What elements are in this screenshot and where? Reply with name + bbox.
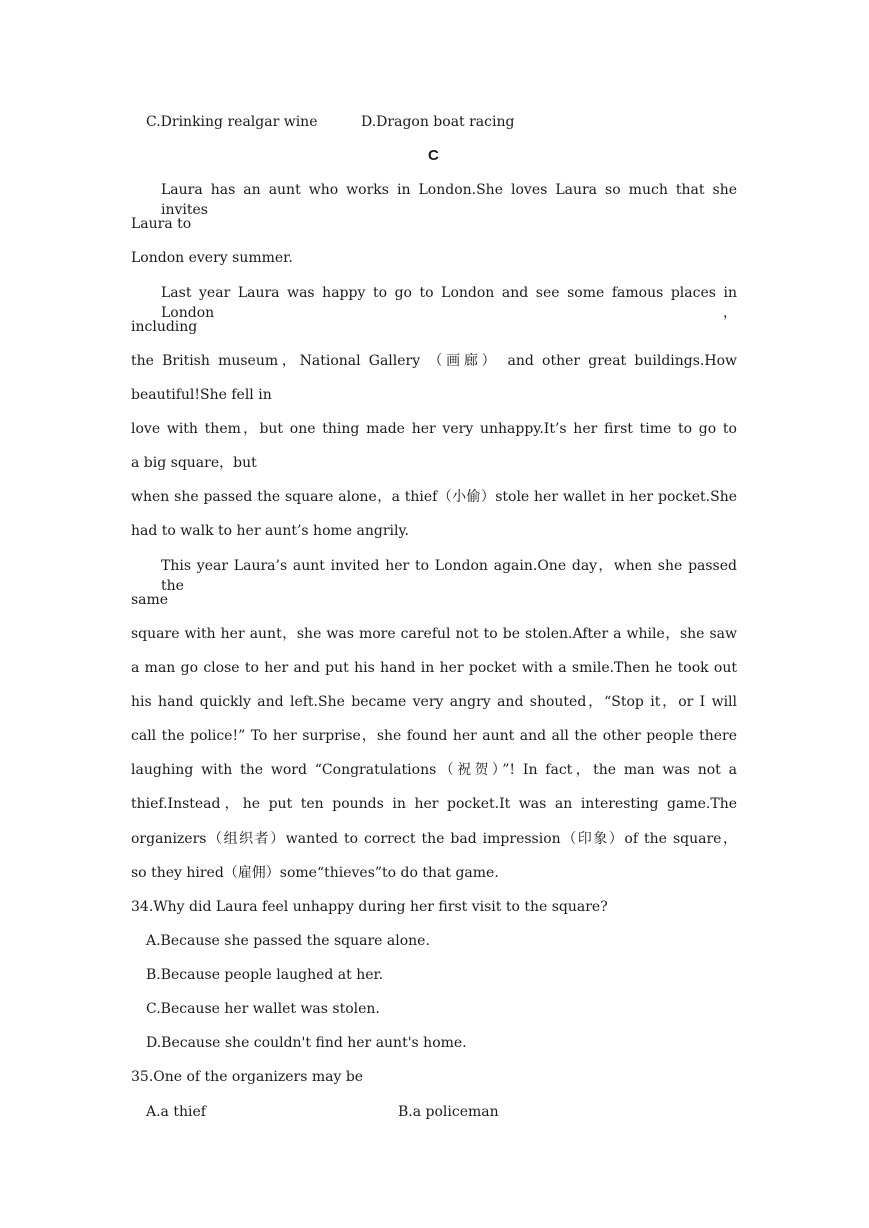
passage-line: when she passed the square alone，a thief（小偷）stole her wallet in her pocket.She xyxy=(131,489,737,505)
question-34-option-d: D.Because she couldn't find her aunt's home. xyxy=(146,1035,467,1051)
passage-line: This year Laura’s aunt invited her to London again.One day，when she passed the xyxy=(161,558,737,594)
passage-line: love with them，but one thing made her very unhappy.It’s her first time to go to xyxy=(131,421,737,437)
passage-line: thief.Instead，he put ten pounds in her pocket.It was an interesting game.The xyxy=(131,796,737,812)
passage-line: Laura has an aunt who works in London.She loves Laura so much that she invites xyxy=(161,182,737,218)
prev-option-d: D.Dragon boat racing xyxy=(361,114,515,130)
question-34-option-c: C.Because her wallet was stolen. xyxy=(146,1001,380,1017)
passage-line: square with her aunt，she was more careful not to be stolen.After a while，she saw xyxy=(131,626,737,642)
question-35-stem: 35.One of the organizers may be xyxy=(131,1069,364,1085)
passage-line: had to walk to her aunt’s home angrily. xyxy=(131,523,409,539)
section-heading: C xyxy=(428,147,439,164)
passage-line: Last year Laura was happy to go to London and see some famous places in London， xyxy=(161,285,737,321)
question-34-option-b: B.Because people laughed at her. xyxy=(146,967,384,983)
passage-line: the British museum，National Gallery （画廊） and other great buildings.How xyxy=(131,353,737,369)
passage-line: including xyxy=(131,319,198,335)
passage-line: a big square，but xyxy=(131,455,257,471)
question-35-option-a: A.a thief xyxy=(146,1104,206,1120)
passage-line: London every summer. xyxy=(131,250,293,266)
passage-line: a man go close to her and put his hand in her pocket with a smile.Then he took out xyxy=(131,660,737,676)
passage-line: Laura to xyxy=(131,216,192,232)
prev-option-c: C.Drinking realgar wine xyxy=(146,114,318,130)
question-35-option-b: B.a policeman xyxy=(398,1104,499,1120)
passage-line: his hand quickly and left.She became very angry and shouted，“Stop it，or I will xyxy=(131,694,737,710)
passage-line: same xyxy=(131,592,169,608)
question-34-stem: 34.Why did Laura feel unhappy during her first visit to the square? xyxy=(131,899,608,915)
passage-line: organizers（组织者）wanted to correct the bad impression（印象）of the square， xyxy=(131,831,737,847)
passage-line: so they hired（雇佣）some“thieves”to do that game. xyxy=(131,865,499,881)
passage-line: call the police!” To her surprise，she found her aunt and all the other people there xyxy=(131,728,737,744)
passage-line: laughing with the word “Congratulations（祝贺）”! In fact，the man was not a xyxy=(131,762,737,778)
passage-line: beautiful!She fell in xyxy=(131,387,272,403)
question-34-option-a: A.Because she passed the square alone. xyxy=(146,933,430,949)
